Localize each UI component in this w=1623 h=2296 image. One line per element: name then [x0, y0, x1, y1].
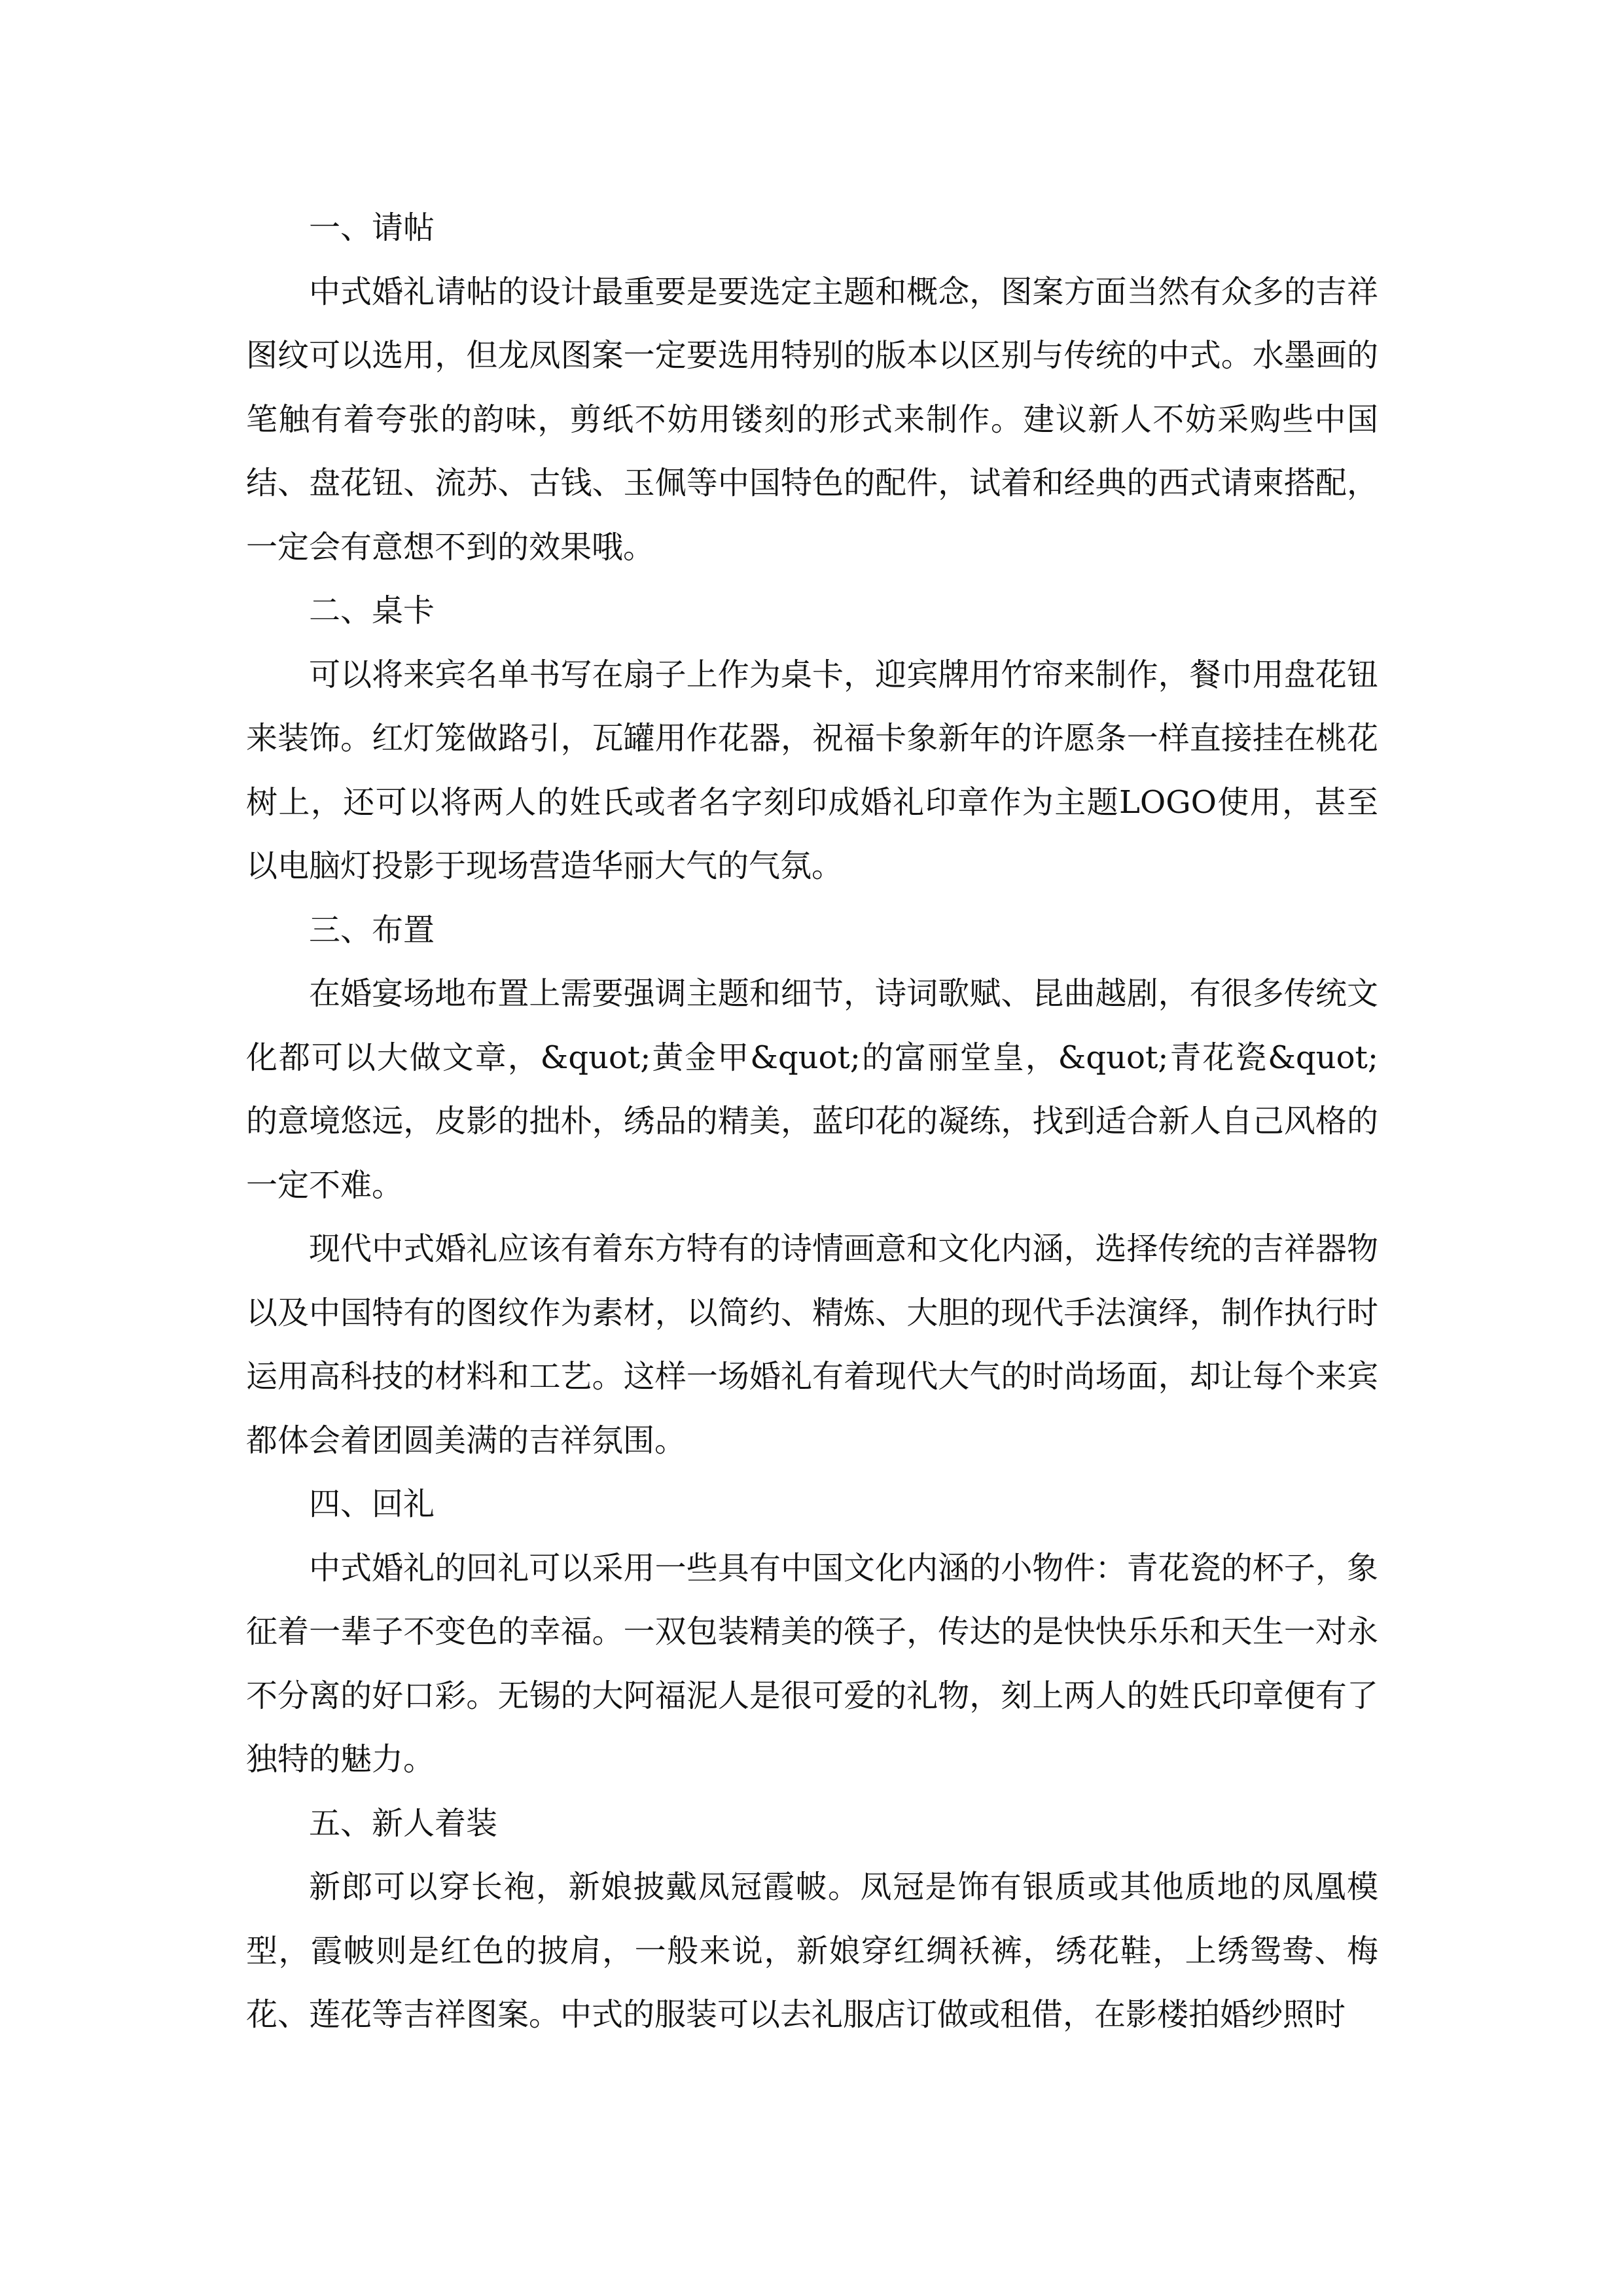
document-body: [246, 196, 1378, 2047]
section-heading-attire: 五、新人着装: [309, 1804, 498, 1842]
paragraph-return-gift: 中式婚礼的回礼可以采用一些具有中国文化内涵的小物件：青花瓷的杯子，象征着一辈子不变色的幸福。一双包装精美的筷子，传达的是快快乐乐和天生一对永不分离的好口彩。无锡的大阿福泥人是很可爱的礼物，刻上两人的姓氏印章便有了独特的魅力。: [246, 1549, 1378, 1778]
paragraph-modern-style: 现代中式婚礼应该有着东方特有的诗情画意和文化内涵，选择传统的吉祥器物以及中国特有的图纹作为素材，以简约、精炼、大胆的现代手法演绎，制作执行时运用高科技的材料和工艺。这样一场婚礼有着现代大气的时尚场面，却让每个来宾都体会着团圆美满的吉祥氛围。: [246, 1230, 1378, 1459]
section-heading-invitation: 一、请帖: [309, 209, 435, 246]
paragraph-decoration: 在婚宴场地布置上需要强调主题和细节，诗词歌赋、昆曲越剧，有很多传统文化都可以大做文章，&quot;黄金甲&quot;的富丽堂皇，&quot;青花瓷&quot;的意境悠远，皮影的拙朴，绣品的精美，蓝印花的凝练，找到适合新人自己风格的一定不难。: [246, 975, 1378, 1204]
paragraph-table-card: 可以将来宾名单书写在扇子上作为桌卡，迎宾牌用竹帘来制作，餐巾用盘花钮来装饰。红灯笼做路引，瓦罐用作花器，祝福卡象新年的许愿条一样直接挂在桃花树上，还可以将两人的姓氏或者名字刻印成婚礼印章作为主题LOGO使用，甚至以电脑灯投影于现场营造华丽大气的气氛。: [246, 656, 1378, 884]
section-heading-return-gift: 四、回礼: [309, 1486, 435, 1522]
paragraph-attire: 新郎可以穿长袍，新娘披戴凤冠霞帔。凤冠是饰有银质或其他质地的凤凰模型，霞帔则是红色的披肩，一般来说，新娘穿红绸袄裤，绣花鞋，上绣鸳鸯、梅花、莲花等吉祥图案。中式的服装可以去礼服店订做或租借，在影楼拍婚纱照时: [246, 1869, 1378, 2033]
paragraph-invitation: 中式婚礼请帖的设计最重要是要选定主题和概念，图案方面当然有众多的吉祥图纹可以选用，但龙凤图案一定要选用特别的版本以区别与传统的中式。水墨画的笔触有着夸张的韵味，剪纸不妨用镂刻的形式来制作。建议新人不妨采购些中国结、盘花钮、流苏、古钱、玉佩等中国特色的配件，试着和经典的西式请柬搭配，一定会有意想不到的效果哦。: [246, 273, 1378, 565]
section-heading-table-card: 二、桌卡: [309, 592, 435, 629]
section-heading-decoration: 三、布置: [309, 911, 435, 948]
